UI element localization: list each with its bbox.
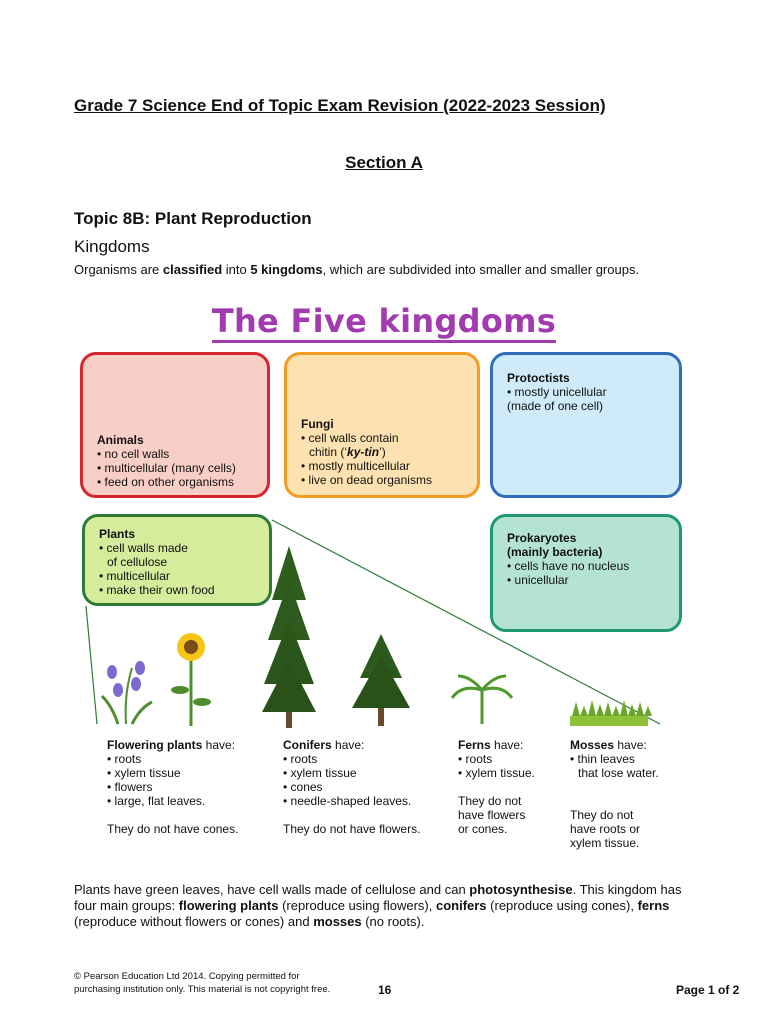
plants-item: • cell walls made (99, 541, 188, 555)
conifers-item: • xylem tissue (283, 766, 357, 780)
paragraph-text: (no roots). (361, 914, 425, 929)
animals-item: • no cell walls (97, 447, 170, 461)
copyright-notice (74, 970, 330, 996)
ferns-name: Ferns (458, 738, 491, 752)
section-heading: Section A (345, 153, 423, 172)
mosses-item: that lose water. (578, 766, 659, 780)
have-text: have: (202, 738, 236, 752)
mosses-note: They do not (570, 808, 634, 822)
flowering-plants-description (107, 738, 238, 836)
short-conifer-icon (352, 634, 410, 726)
sunflower-icon (171, 633, 211, 726)
mosses-note: have roots or (570, 822, 641, 836)
fungi-item: • mostly multicellular (301, 459, 410, 473)
ferns-item: • roots (458, 752, 493, 766)
plants-item: • multicellular (99, 569, 170, 583)
flowering-item: • roots (107, 752, 142, 766)
fern-icon (452, 676, 512, 724)
intro-bold: 5 kingdoms (250, 262, 323, 277)
protoctists-item: • mostly unicellular (507, 385, 607, 399)
document-title: Grade 7 Science End of Topic Exam Revision (2022-2023 Session) (74, 96, 606, 115)
fungi-item: • cell walls contain (301, 431, 399, 445)
flowering-item: • xylem tissue (107, 766, 181, 780)
flowering-item: • large, flat leaves. (107, 794, 206, 808)
flowering-note: They do not have cones. (107, 822, 239, 836)
ferns-description (458, 738, 535, 836)
conifers-item: • needle-shaped leaves. (283, 794, 412, 808)
plants-paragraph (74, 882, 694, 930)
paragraph-bold: ferns (637, 898, 670, 913)
copyright-line: © Pearson Education Ltd 2014. Copying permitted for (74, 971, 300, 982)
fungi-box (284, 352, 480, 498)
have-text: have: (614, 738, 647, 752)
protoctists-box (490, 352, 682, 498)
flowering-plants-name: Flowering plants (107, 738, 203, 752)
triangle-line-left (86, 606, 97, 724)
mosses-name: Mosses (570, 738, 615, 752)
fungi-pronunciation: ky-tin (347, 445, 380, 459)
page-of-total: Page 1 of 2 (676, 983, 740, 997)
page-number: 16 (378, 983, 392, 997)
fungi-chitin-text: chitin (‘ (309, 445, 348, 459)
ferns-note: have flowers (458, 808, 526, 822)
fungi-item: • live on dead organisms (301, 473, 432, 487)
paragraph-text: (reproduce without flowers or cones) and (74, 914, 314, 929)
conifers-item: • cones (283, 780, 323, 794)
paragraph-bold: conifers (435, 898, 487, 913)
ferns-heading (458, 738, 535, 752)
paragraph-text: Plants have green leaves, have cell walls made of cellulose and can (74, 882, 470, 897)
animals-heading: Animals (97, 433, 144, 447)
intro-text: Organisms are (74, 262, 163, 277)
animals-item: • feed on other organisms (97, 475, 234, 489)
protoctists-heading: Protoctists (507, 371, 570, 385)
plants-heading: Plants (99, 527, 136, 541)
prokaryotes-item: • unicellular (507, 573, 569, 587)
prokaryotes-item: • cells have no nucleus (507, 559, 630, 573)
mosses-heading (570, 738, 659, 752)
paragraph-bold: flowering plants (178, 898, 279, 913)
ferns-note: or cones. (458, 822, 508, 836)
paragraph-bold: photosynthesise (469, 882, 573, 897)
mosses-item: • thin leaves (570, 752, 635, 766)
conifers-description (283, 738, 420, 836)
figure-title-text: The Five kingdoms (212, 302, 556, 343)
ferns-note: They do not (458, 794, 522, 808)
moss-icon (570, 700, 652, 726)
have-text: have: (331, 738, 365, 752)
paragraph-bold: mosses (313, 914, 362, 929)
prokaryotes-heading: Prokaryotes (507, 531, 577, 545)
prokaryotes-subheading: (mainly bacteria) (507, 545, 603, 559)
mosses-description (570, 738, 659, 850)
topic-heading: Topic 8B: Plant Reproduction (74, 209, 312, 228)
intro-text: into (222, 262, 251, 277)
conifers-item: • roots (283, 752, 318, 766)
plants-box (82, 514, 272, 606)
plants-item: of cellulose (107, 555, 168, 569)
bluebell-icon (102, 661, 152, 724)
paragraph-text: . This kingdom has four main groups: (74, 882, 682, 913)
fungi-heading: Fungi (301, 417, 334, 431)
paragraph-text: (reproduce using flowers), (278, 898, 436, 913)
intro-text: , which are subdivided into smaller and smaller groups. (322, 262, 640, 277)
fungi-chitin-text: ’) (379, 445, 386, 459)
copyright-line: purchasing institution only. This material is not copyright free. (74, 984, 331, 995)
animals-item: • multicellular (many cells) (97, 461, 236, 475)
prokaryotes-box (490, 514, 682, 632)
flowering-item: • flowers (107, 780, 153, 794)
plants-item: • make their own food (99, 583, 215, 597)
animals-box (80, 352, 270, 498)
kingdoms-subheading: Kingdoms (74, 237, 150, 256)
have-text: have: (490, 738, 524, 752)
intro-bold: classified (162, 262, 223, 277)
paragraph-text: (reproduce using cones), (486, 898, 638, 913)
ferns-item: • xylem tissue. (458, 766, 535, 780)
protoctists-item: (made of one cell) (507, 399, 604, 413)
conifers-name: Conifers (283, 738, 332, 752)
flowering-plants-heading (107, 738, 238, 752)
conifers-note: They do not have flowers. (283, 822, 421, 836)
conifers-heading (283, 738, 420, 752)
mosses-note: xylem tissue. (570, 836, 640, 850)
fungi-item (301, 445, 463, 459)
